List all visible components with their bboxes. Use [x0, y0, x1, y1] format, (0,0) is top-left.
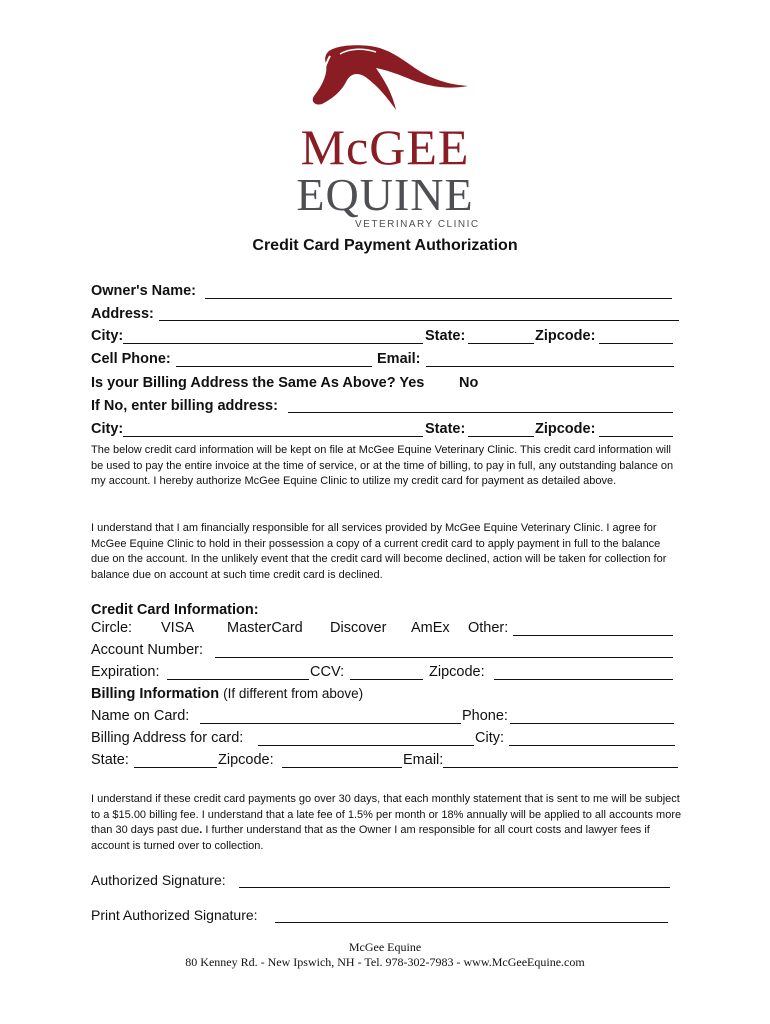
- billing-phone-label: Phone:: [462, 708, 508, 724]
- card-option-mastercard[interactable]: MasterCard: [227, 620, 303, 636]
- card-info-heading: Credit Card Information:: [91, 602, 259, 618]
- late-fee-rest: I further understand that as the Owner I am responsible for all court costs and lawyer fees if account is turned over to collection.: [91, 824, 650, 852]
- late-fee-text: I understand if these credit card payments go over 30 days, that each monthly statement that is sent to me will be subject to a $15.00 billing fee. I understand that a late fee of 1.5% per month or 18% annually will be applied to all accounts more than 30 days past due: [91, 793, 682, 836]
- name-on-card-field[interactable]: [200, 723, 461, 724]
- account-number-field[interactable]: [215, 657, 673, 658]
- print-signature-label: Print Authorized Signature:: [91, 907, 258, 923]
- email-label: Email:: [377, 351, 421, 367]
- paragraph-late-fees: [91, 792, 683, 854]
- state-label: State:: [425, 328, 466, 344]
- state2-label: State:: [425, 421, 466, 437]
- billing-phone-field[interactable]: [510, 723, 674, 724]
- footer-contact: 80 Kenney Rd. - New Ipswich, NH - Tel. 978-302-7983 - www.McGeeEquine.com: [185, 955, 585, 969]
- billing-heading-text: Billing Information: [91, 686, 220, 702]
- late-fee-bold: .: [199, 824, 203, 836]
- card-zip-label: Zipcode:: [429, 664, 485, 680]
- print-signature-field[interactable]: [275, 922, 668, 923]
- horse-logo-icon: [300, 40, 470, 120]
- ccv-label: CCV:: [310, 664, 345, 680]
- city2-label: City:: [91, 421, 124, 437]
- billing-city-field[interactable]: [509, 745, 675, 746]
- card-option-other[interactable]: Other:: [468, 620, 509, 636]
- owner-name-field[interactable]: [205, 298, 672, 299]
- address-label: Address:: [91, 306, 154, 322]
- ccv-field[interactable]: [350, 679, 423, 680]
- city2-field[interactable]: [123, 436, 423, 437]
- cell-phone-label: Cell Phone:: [91, 351, 171, 367]
- billing-state-label: State:: [91, 752, 129, 768]
- account-number-label: Account Number:: [91, 642, 204, 658]
- brand-name-equine: EQUINE: [296, 169, 474, 220]
- billing-email-field[interactable]: [443, 767, 678, 768]
- authorized-signature-label: Authorized Signature:: [91, 872, 226, 888]
- brand-tagline: VETERINARY CLINIC: [355, 219, 480, 230]
- other-card-field[interactable]: [513, 635, 673, 636]
- zip2-field[interactable]: [599, 436, 673, 437]
- state2-field[interactable]: [468, 436, 534, 437]
- billing-address-card-label: Billing Address for card:: [91, 730, 244, 746]
- expiration-label: Expiration:: [91, 664, 160, 680]
- owner-name-label: Owner's Name:: [91, 283, 196, 299]
- billing-state-field[interactable]: [134, 767, 217, 768]
- city-field[interactable]: [123, 343, 423, 344]
- billing-city-label: City:: [475, 730, 504, 746]
- zip2-label: Zipcode:: [535, 421, 596, 437]
- billing-if-no-label: If No, enter billing address:: [91, 398, 278, 414]
- footer-company: McGee Equine: [348, 940, 422, 954]
- state-field[interactable]: [468, 343, 534, 344]
- paragraph-card-on-file: The below credit card information will be kept on file at McGee Equine Veterinary Clinic. This credit card information will be used to pay the entire invoice at the time of service, or at the time of billing, to pay in full, any outstanding balance on my account. I hereby authorize McGee Equine Clinic to utilize my credit card for payment as detailed above.: [91, 444, 674, 487]
- card-option-amex[interactable]: AmEx: [411, 620, 450, 636]
- billing-heading-note: (If different from above): [223, 686, 364, 701]
- billing-same-question: Is your Billing Address the Same As Above? Yes: [91, 375, 425, 391]
- cell-phone-field[interactable]: [176, 366, 372, 367]
- billing-address-card-field[interactable]: [258, 745, 474, 746]
- card-zip-field[interactable]: [494, 679, 673, 680]
- brand-name-mcgee: McGEE: [300, 119, 470, 175]
- card-option-visa[interactable]: VISA: [161, 620, 195, 636]
- name-on-card-label: Name on Card:: [91, 708, 190, 724]
- circle-label: Circle:: [91, 620, 133, 636]
- authorized-signature-field[interactable]: [239, 887, 670, 888]
- paragraph-financial-responsibility: I understand that I am financially responsible for all services provided by McGee Equine Veterinary Clinic. I agree for McGee Equine Clinic to hold in their possession a copy of a current credit card to apply payment in full to the balance due on the account. In the unlikely event that the credit card will become declined, action will be taken for collection for balance due on account at such time credit card is declined.: [91, 522, 667, 581]
- billing-email-label: Email:: [403, 752, 444, 768]
- zip-field[interactable]: [599, 343, 673, 344]
- billing-info-heading: [91, 686, 363, 702]
- expiration-field[interactable]: [167, 679, 309, 680]
- billing-zip-label: Zipcode:: [218, 752, 274, 768]
- address-field[interactable]: [159, 320, 679, 321]
- billing-zip-field[interactable]: [282, 767, 402, 768]
- card-option-discover[interactable]: Discover: [330, 620, 387, 636]
- billing-same-no[interactable]: No: [459, 375, 479, 391]
- page-title: Credit Card Payment Authorization: [252, 237, 518, 254]
- city-label: City:: [91, 328, 124, 344]
- email-field[interactable]: [426, 366, 674, 367]
- zip-label: Zipcode:: [535, 328, 596, 344]
- billing-address-field[interactable]: [288, 412, 673, 413]
